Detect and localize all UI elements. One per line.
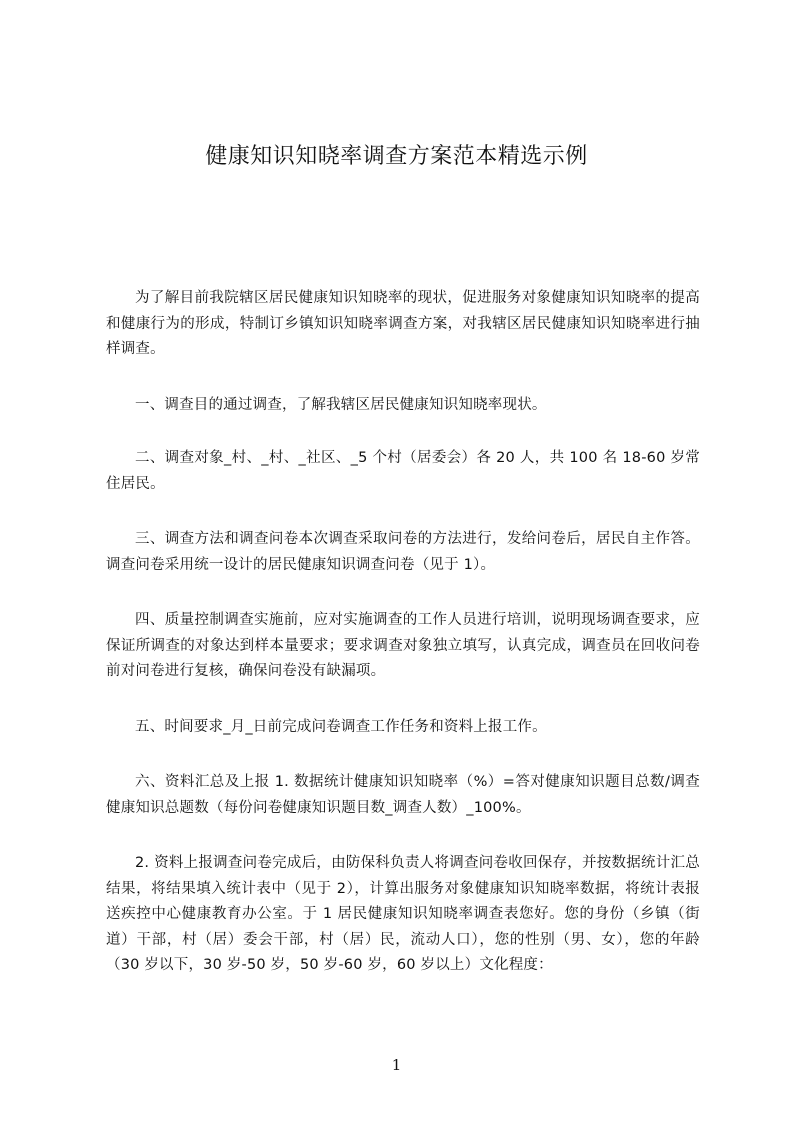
intro-paragraph: 为了解目前我院辖区居民健康知识知晓率的现状，促进服务对象健康知识知晓率的提高和健康行为的形成，特制订乡镇知识知晓率调查方案，对我辖区居民健康知识知晓率进行抽样调查。 — [106, 290, 700, 357]
document-title: 健康知识知晓率调查方案范本精选示例 — [205, 144, 588, 169]
document-body — [106, 286, 700, 979]
section-subjects: 二、调查对象_村、_村、_社区、_5 个村（居委会）各 20 人，共 100 名 18-60 岁常住居民。 — [106, 450, 700, 492]
section-method: 三、调查方法和调查问卷本次调查采取问卷的方法进行，发给问卷后，居民自主作答。调查问卷采用统一设计的居民健康知识调查问卷（见于 1）。 — [106, 531, 700, 573]
section-quality-control: 四、质量控制调查实施前，应对实施调查的工作人员进行培训，说明现场调查要求，应保证所调查的对象达到样本量要求；要求调查对象独立填写，认真完成，调查员在回收问卷前对问卷进行复核，确保问卷没有缺漏项。 — [106, 612, 700, 679]
section-purpose: 一、调查目的通过调查，了解我辖区居民健康知识知晓率现状。 — [135, 396, 547, 413]
section-data-summary: 六、资料汇总及上报 1. 数据统计健康知识知晓率（%）=答对健康知识题目总数/调查健康知识总题数（每份问卷健康知识题目数_调查人数）_100%。 — [106, 774, 700, 816]
section-data-report: 2. 资料上报调查问卷完成后，由防保科负责人将调查问卷收回保存，并按数据统计汇总结果，将结果填入统计表中（见于 2），计算出服务对象健康知识知晓率数据，将统计表报送疾控中心健康教育办公室。于 1 居民健康知识知晓率调查表您好。您的身份（乡镇（街道）干部，村（居）委会干部，村（居）民，流动人口），您的性别（男、女），您的年龄（30 岁以下，30 岁-50 岁，50 岁-60 岁，60 岁以上）文化程度： — [106, 855, 700, 973]
page-number: 1 — [391, 1056, 402, 1074]
section-time-requirement: 五、时间要求_月_日前完成问卷调查工作任务和资料上报工作。 — [135, 718, 547, 735]
